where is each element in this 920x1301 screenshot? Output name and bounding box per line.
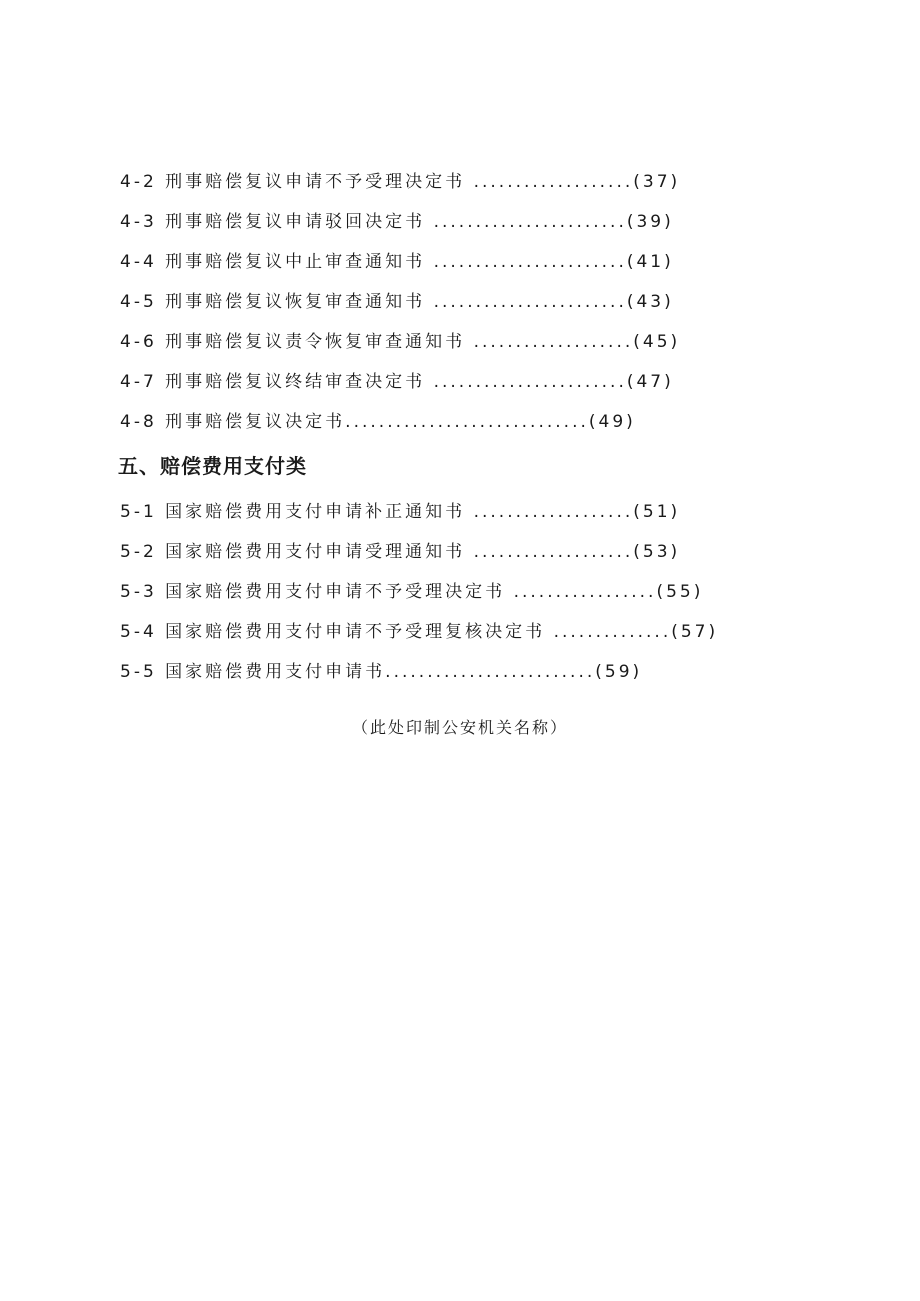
toc-line-4-7: 4-7 刑事赔偿复议终结审查决定书 .......................(47) [120, 372, 674, 392]
toc-line-4-8: 4-8 刑事赔偿复议决定书.............................(49) [120, 412, 636, 432]
section-heading: 五、赔偿费用支付类 [118, 454, 307, 478]
toc-line-4-4: 4-4 刑事赔偿复议中止审查通知书 .......................(41) [120, 252, 674, 272]
toc-line-4-5: 4-5 刑事赔偿复议恢复审查通知书 .......................(43) [120, 292, 674, 312]
footer-note: （此处印制公安机关名称） [351, 718, 568, 737]
toc-line-5-2: 5-2 国家赔偿费用支付申请受理通知书 ...................(53) [120, 542, 681, 562]
toc-line-4-6: 4-6 刑事赔偿复议责令恢复审查通知书 ...................(45) [120, 332, 681, 352]
toc-line-4-2: 4-2 刑事赔偿复议申请不予受理决定书 ...................(37) [120, 172, 681, 192]
toc-line-5-3: 5-3 国家赔偿费用支付申请不予受理决定书 .................(55) [120, 582, 704, 602]
toc-line-5-4: 5-4 国家赔偿费用支付申请不予受理复核决定书 ..............(57) [120, 622, 719, 642]
toc-line-5-5: 5-5 国家赔偿费用支付申请书.........................(59) [120, 662, 643, 682]
toc-line-5-1: 5-1 国家赔偿费用支付申请补正通知书 ...................(51) [120, 502, 681, 522]
toc-line-4-3: 4-3 刑事赔偿复议申请驳回决定书 .......................(39) [120, 212, 674, 232]
